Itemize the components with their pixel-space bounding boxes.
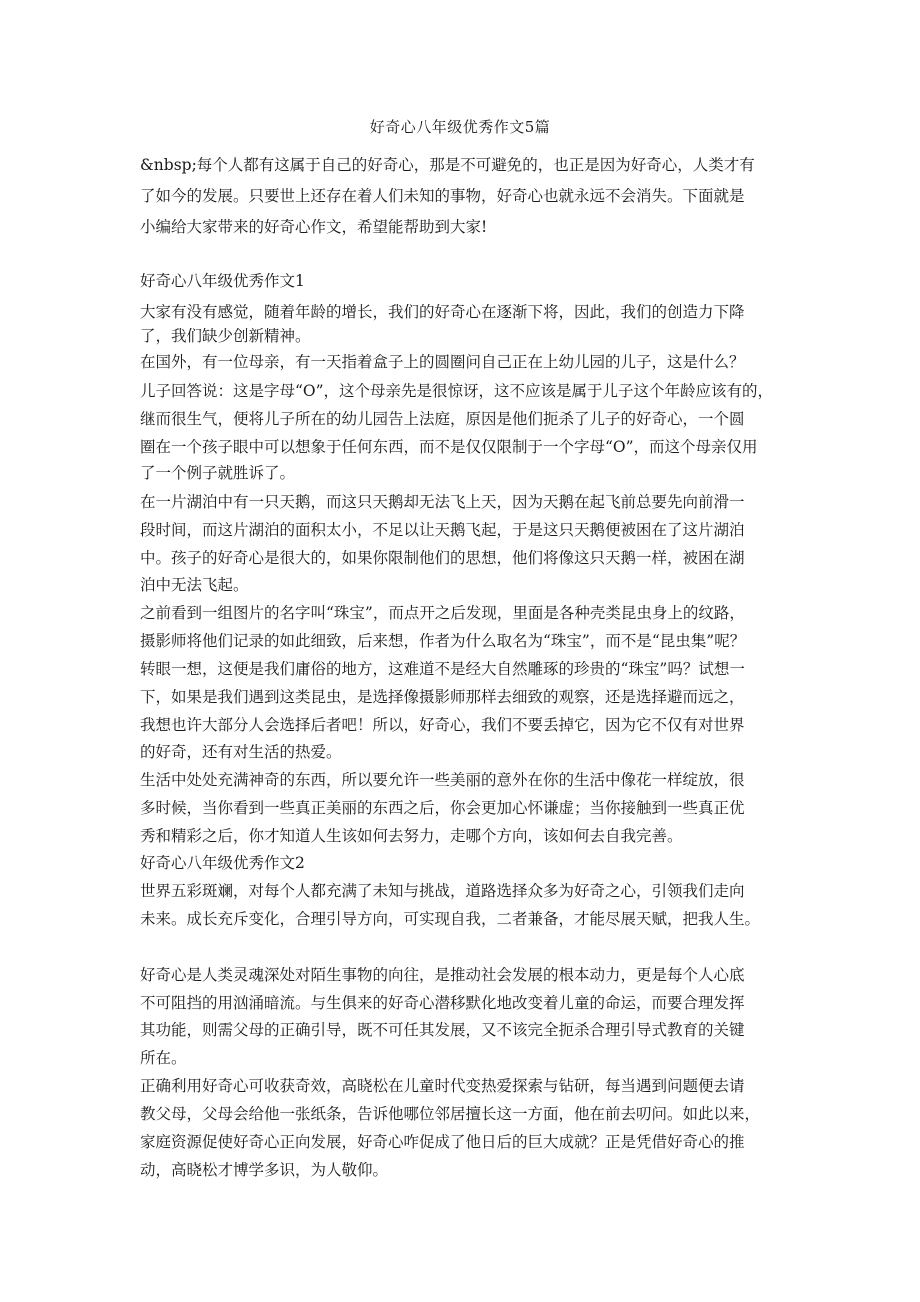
text-line: 生活中处处充满神奇的东西，所以要允许一些美丽的意外在你的生活中像花一样绽放，很: [140, 771, 745, 789]
text-line: 了一个例子就胜诉了。: [140, 464, 296, 482]
text-line: 下，如果是我们遇到这类昆虫，是选择像摄影师那样去细致的观察，还是选择避而远之，: [140, 688, 745, 706]
text-line: 所在。: [140, 1049, 187, 1067]
text-line: 儿子回答说：这是字母“O”，这个母亲先是很惊讶，这不应该是属于儿子这个年龄应该有的，: [140, 382, 774, 400]
text-line: 教父母，父母会给他一张纸条，告诉他哪位邻居擅长这一方面，他在前去叨问。如此以来，: [140, 1105, 761, 1123]
text-line: 之前看到一组图片的名字叫“珠宝”，而点开之后发现，里面是各种壳类昆虫身上的纹路，: [140, 604, 745, 622]
text-line: 了如今的发展。只要世上还存在着人们未知的事物，好奇心也就永远不会消失。下面就是: [140, 187, 745, 205]
text-line: 在一片湖泊中有一只天鹅，而这只天鹅却无法飞上天，因为天鹅在起飞前总要先向前滑一: [140, 493, 745, 511]
text-line: 了，我们缺少创新精神。: [140, 327, 311, 345]
text-line: 圈在一个孩子眼中可以想象于任何东西，而不是仅仅限制于一个字母“O”，而这个母亲仅用: [140, 438, 758, 456]
text-line: 动，高晓松才博学多识，为人敬仰。: [140, 1161, 389, 1179]
text-line: 泊中无法飞起。: [140, 576, 249, 594]
text-line: 好奇心是人类灵魂深处对陌生事物的向往，是推动社会发展的根本动力，更是每个人心底: [140, 966, 745, 984]
text-line: 在国外，有一位母亲，有一天指着盒子上的圆圈问自己正在上幼儿园的儿子，这是什么？: [140, 353, 745, 371]
text-line: 中。孩子的好奇心是很大的，如果你限制他们的思想，他们将像这只天鹅一样，被困在湖: [140, 549, 745, 567]
section-heading: 好奇心八年级优秀作文2: [140, 854, 305, 872]
text-line: 继而很生气，便将儿子所在的幼儿园告上法庭，原因是他们扼杀了儿子的好奇心，一个圆: [140, 410, 745, 428]
text-line: 其功能，则需父母的正确引导，既不可任其发展，又不该完全扼杀合理引导式教育的关键: [140, 1021, 745, 1039]
text-line: 的好奇，还有对生活的热爱。: [140, 743, 342, 761]
text-line: 不可阻挡的用汹涌暗流。与生俱来的好奇心潜移默化地改变着儿童的命运，而要合理发挥: [140, 994, 745, 1012]
text-line: 大家有没有感觉，随着年龄的增长，我们的好奇心在逐渐下将，因此，我们的创造力下降: [140, 303, 745, 321]
text-line: 多时候，当你看到一些真正美丽的东西之后，你会更加心怀谦虚；当你接触到一些真正优: [140, 799, 745, 817]
text-line: 我想也许大部分人会选择后者吧！所以，好奇心，我们不要丢掉它，因为它不仅有对世界: [140, 716, 745, 734]
text-line: 小编给大家带来的好奇心作文，希望能帮助到大家!: [140, 218, 488, 236]
document-title: 好奇心八年级优秀作文5篇: [369, 118, 551, 136]
text-line: 摄影师将他们记录的如此细致，后来想，作者为什么取名为“珠宝”，而不是“昆虫集”呢？: [140, 632, 746, 650]
text-line: &nbsp;每个人都有这属于自己的好奇心，那是不可避免的，也正是因为好奇心，人类才有: [140, 156, 755, 174]
text-line: 段时间，而这片湖泊的面积太小，不足以让天鹅飞起，于是这只天鹅便被困在了这片湖泊: [140, 521, 745, 539]
text-line: 转眼一想，这便是我们庸俗的地方，这难道不是经大自然雕琢的珍贵的“珠宝”吗？试想一: [140, 660, 745, 678]
text-line: 秀和精彩之后，你才知道人生该如何去努力，走哪个方向，该如何去自我完善。: [140, 827, 683, 845]
text-line: 未来。成长充斥变化，合理引导方向，可实现自我，二者兼备，才能尽展天赋，把我人生。: [140, 910, 761, 928]
text-line: 家庭资源促使好奇心正向发展，好奇心咋促成了他日后的巨大成就？正是凭借好奇心的推: [140, 1133, 745, 1151]
text-line: 正确利用好奇心可收获奇效，高晓松在儿童时代变热爱探索与钻研，每当遇到问题便去请: [140, 1077, 745, 1095]
section-heading: 好奇心八年级优秀作文1: [140, 272, 305, 290]
text-line: 世界五彩斑斓，对每个人都充满了未知与挑战，道路选择众多为好奇之心，引领我们走向: [140, 882, 745, 900]
